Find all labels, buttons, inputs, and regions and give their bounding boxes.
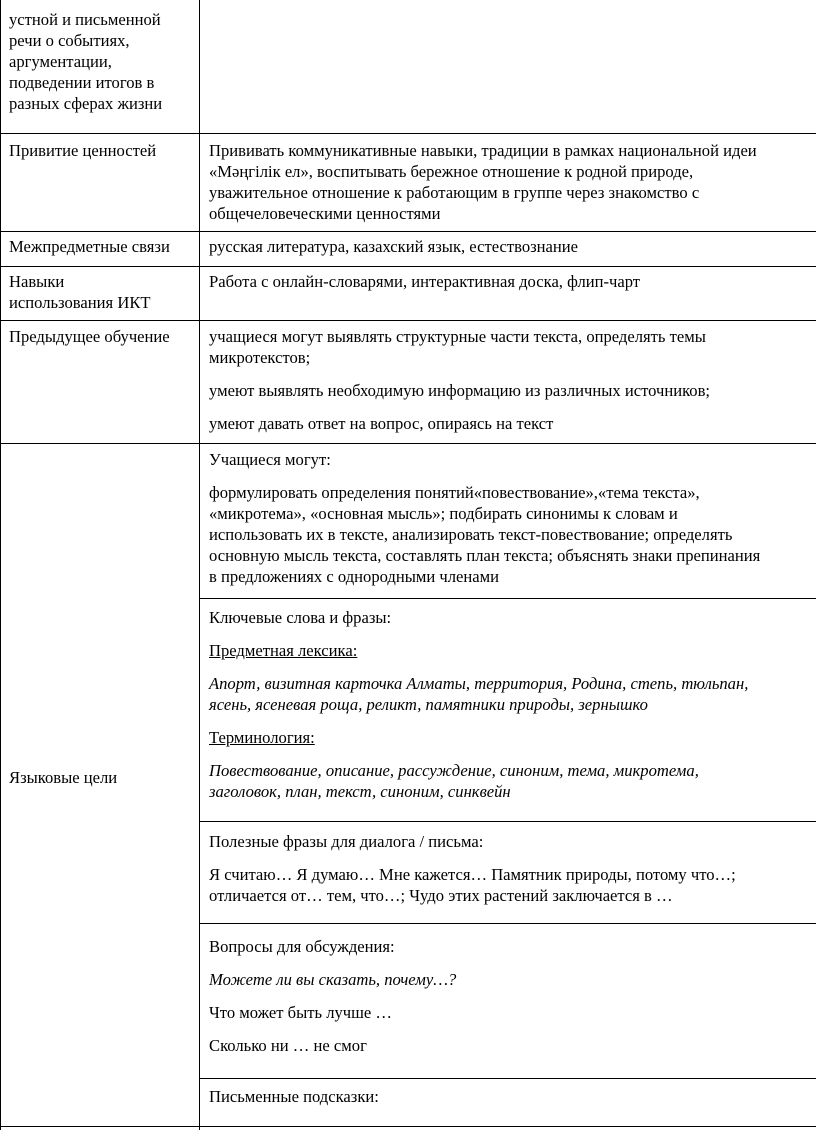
cell-text-line: использовать их в тексте, анализировать текст-повествование; определять — [209, 525, 733, 544]
cell-text-line: русская литература, казахский язык, естествознание — [209, 237, 579, 256]
terminology-heading: Терминология: — [209, 728, 315, 747]
phrases-block — [209, 831, 736, 906]
cell-text-line: «Мәңгілік ел», воспитывать бережное отношение к родной природе, — [209, 162, 694, 181]
subject-vocab-line: Апорт, визитная карточка Алматы, территория, Родина, степь, тюльпан, — [209, 674, 749, 693]
cell-text-line: «микротема», «основная мысль»; подбирать синонимы к словам и — [209, 504, 678, 523]
questions-heading: Вопросы для обсуждения: — [209, 937, 395, 956]
cell-text-line: разных сферах жизни — [9, 94, 163, 113]
values-label — [9, 140, 156, 161]
ict-text — [209, 271, 640, 292]
cell-label: Предыдущее обучение — [9, 327, 170, 346]
cell-label: Навыки — [9, 272, 65, 291]
terminology-line: Повествование, описание, рассуждение, синоним, тема, микротема, — [209, 761, 699, 780]
cell-text-line: аргументации, — [9, 52, 112, 71]
row-divider — [0, 231, 816, 232]
interdisciplinary-text — [209, 236, 578, 257]
cell-text-line: умеют выявлять необходимую информацию из различных источников; — [209, 381, 711, 400]
subrow-divider — [199, 923, 816, 924]
subrow-divider — [199, 1078, 816, 1079]
cell-text-line: основную мысль текста, составлять план текста; объяснять знаки препинания — [209, 546, 761, 565]
terminology-line: заголовок, план, текст, синоним, синквейн — [209, 782, 511, 801]
phrases-heading: Полезные фразы для диалога / письма: — [209, 832, 484, 851]
cell-text-line: подведении итогов в — [9, 73, 155, 92]
questions-block — [209, 936, 456, 1056]
interdisciplinary-label — [9, 236, 170, 257]
subject-vocab-heading: Предметная лексика: — [209, 641, 358, 660]
table-border-column — [199, 0, 200, 1130]
keywords-block — [209, 607, 748, 802]
cell-text-line: микротекстов; — [209, 348, 311, 367]
table-border-bottom — [0, 1126, 816, 1127]
learners-heading: Учащиеся могут: — [209, 450, 331, 469]
learners-block — [209, 449, 760, 587]
phrases-line: отличается от… тем, что…; Чудо этих растений заключается в … — [209, 886, 673, 905]
cell-text-line: устной и письменной — [9, 10, 161, 29]
question-line: Можете ли вы сказать, почему…? — [209, 970, 457, 989]
row-divider — [0, 320, 816, 321]
prior-label — [9, 326, 170, 347]
skills-intro-cell — [9, 9, 162, 114]
language-goals-label — [9, 767, 117, 788]
cell-label: Привитие ценностей — [9, 141, 157, 160]
question-line: Что может быть лучше … — [209, 1003, 393, 1022]
writing-prompts-heading: Письменные подсказки: — [209, 1087, 379, 1106]
subrow-divider — [199, 598, 816, 599]
writing-prompts-block — [209, 1086, 379, 1107]
cell-text-line: в предложениях с однородными членами — [209, 567, 500, 586]
cell-text-line: уважительное отношение к работающим в группе через знакомство с — [209, 183, 700, 202]
phrases-line: Я считаю… Я думаю… Мне кажется… Памятник природы, потому что…; — [209, 865, 736, 884]
cell-label: Языковые цели — [9, 768, 118, 787]
subrow-divider — [199, 821, 816, 822]
cell-text-line: речи о событиях, — [9, 31, 130, 50]
prior-text — [209, 326, 710, 434]
keywords-heading: Ключевые слова и фразы: — [209, 608, 392, 627]
cell-label: использования ИКТ — [9, 293, 151, 312]
row-divider — [0, 133, 816, 134]
cell-text-line: формулировать определения понятий«повествование»,«тема текста», — [209, 483, 700, 502]
cell-label: Межпредметные связи — [9, 237, 170, 256]
row-divider — [0, 266, 816, 267]
cell-text-line: общечеловеческими ценностями — [209, 204, 441, 223]
values-text — [209, 140, 757, 224]
cell-text-line: Прививать коммуникативные навыки, традиции в рамках национальной идеи — [209, 141, 757, 160]
cell-text-line: умеют давать ответ на вопрос, опираясь на текст — [209, 414, 554, 433]
cell-text-line: учащиеся могут выявлять структурные части текста, определять темы — [209, 327, 706, 346]
cell-text-line: Работа с онлайн-словарями, интерактивная доска, флип-чарт — [209, 272, 641, 291]
row-divider — [0, 443, 816, 444]
question-line: Сколько ни … не смог — [209, 1036, 367, 1055]
ict-label — [9, 271, 151, 313]
subject-vocab-line: ясень, ясеневая роща, реликт, памятники природы, зернышко — [209, 695, 648, 714]
table-border-left — [0, 0, 1, 1130]
